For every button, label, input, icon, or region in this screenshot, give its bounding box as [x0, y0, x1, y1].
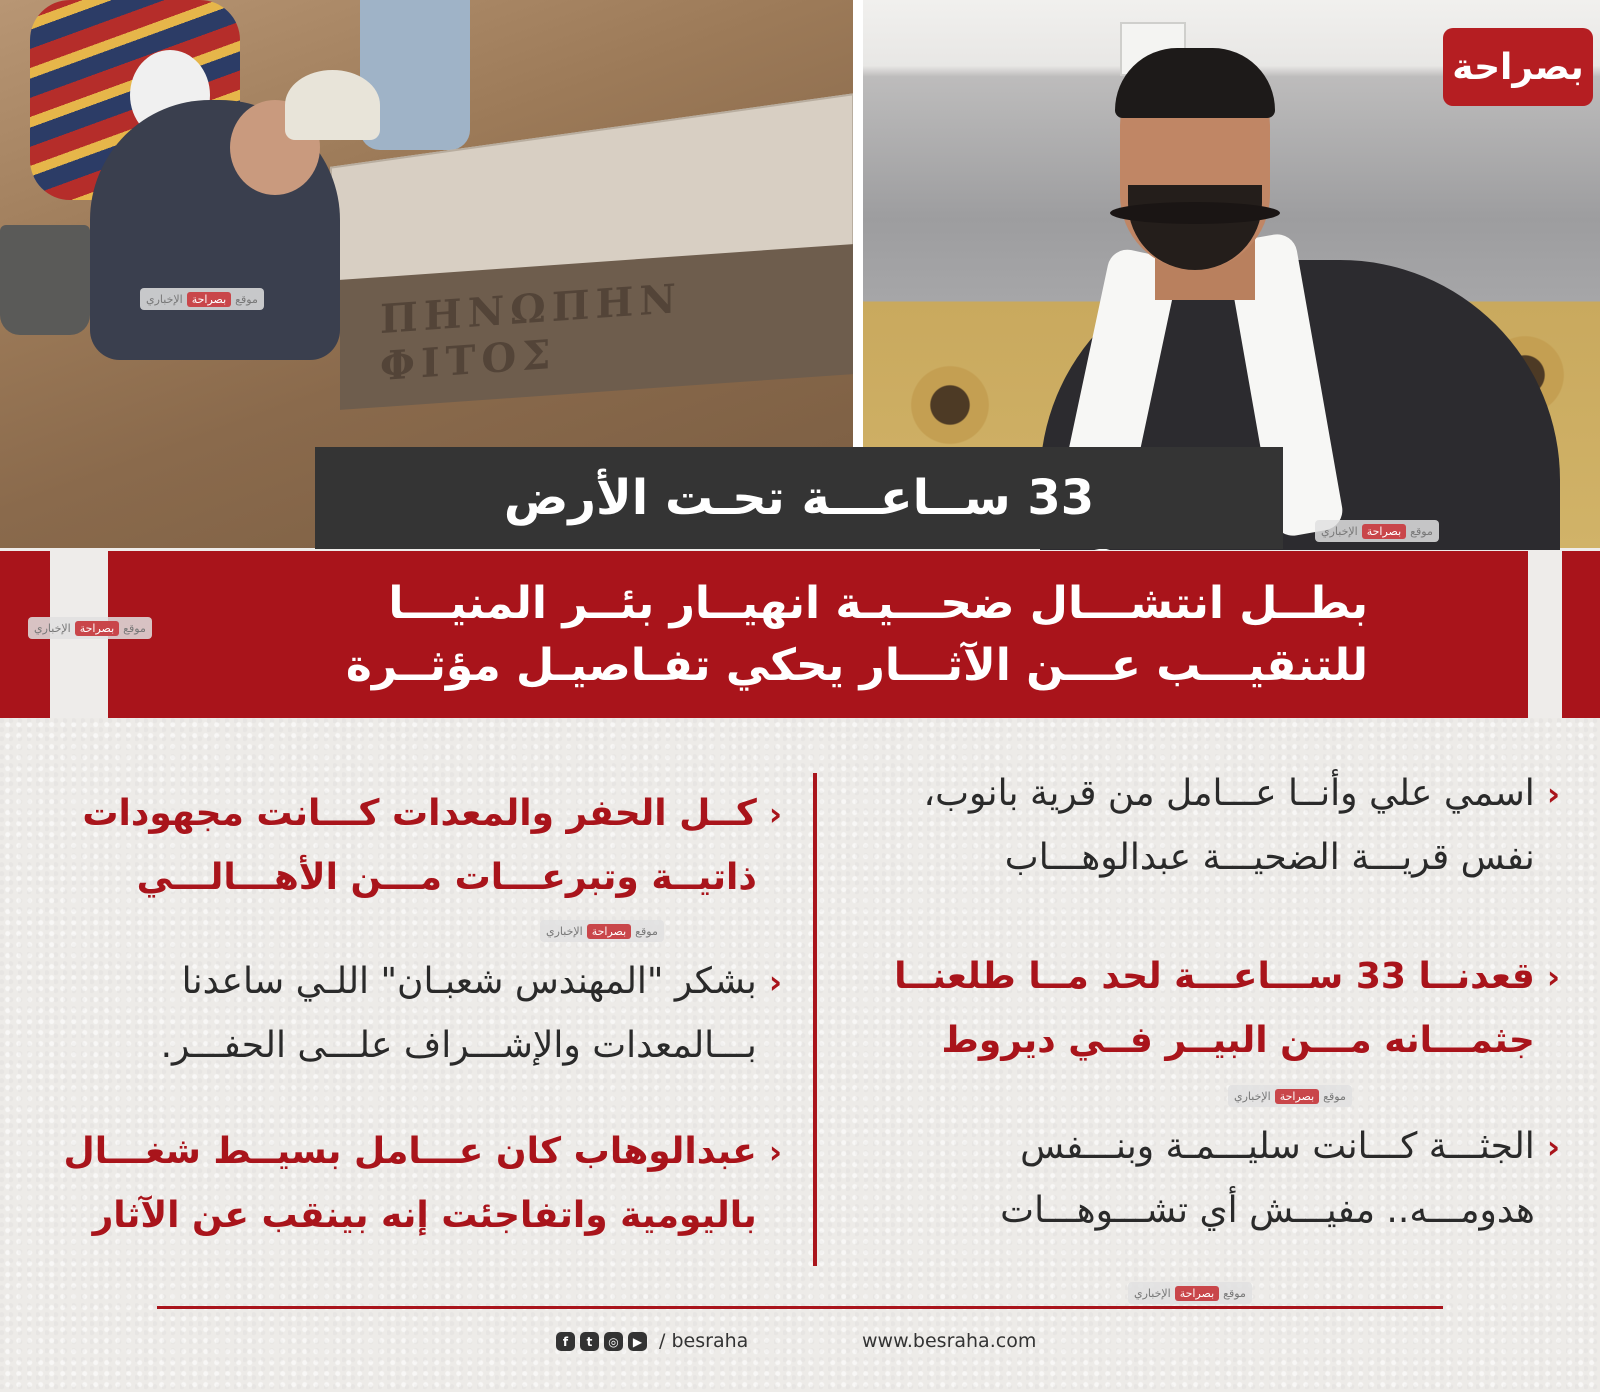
watermark: موقع بصراحة الإخباري	[28, 617, 152, 639]
chevron-icon: ‹	[1546, 1128, 1560, 1166]
watermark: موقع بصراحة الإخباري	[140, 288, 264, 310]
quote-text: قعدنــا 33 ســـاعـــة لحد مــا طلعنــا جثمـــانه مـــن البيــر فــي ديروط	[894, 956, 1535, 1061]
column-divider	[813, 773, 817, 1266]
quote-text: بشكر "المهندس شعبـان" اللـي ساعدنا بـــالمعدات والإشـــراف علـــى الحفـــر.	[160, 961, 757, 1066]
quote-item	[1000, 1115, 1560, 1243]
chevron-icon: ‹	[768, 795, 782, 833]
chevron-icon: ‹	[1546, 958, 1560, 996]
headline-line-1: بطــل انتشـــال ضحـــيـة انهيــار بئــر المنيـــا	[388, 578, 1368, 629]
youtube-icon[interactable]: ▶	[628, 1332, 647, 1351]
chevron-icon: ‹	[768, 1133, 782, 1171]
watermark: موقع بصراحة الإخباري	[1228, 1085, 1352, 1107]
website-link[interactable]: www.besraha.com	[862, 1330, 1037, 1352]
quote-text: الجثـــة كـــانت سليـــمـة وبنـــفس هدومـــه.. مفيـــش أي تشـــوهـــات	[1000, 1126, 1535, 1231]
sofa-pattern	[905, 360, 995, 450]
chevron-icon: ‹	[768, 963, 782, 1001]
facebook-icon[interactable]: f	[556, 1332, 575, 1351]
bucket	[0, 225, 90, 335]
chevron-icon: ‹	[1546, 775, 1560, 813]
kicker-title: 33 ســاعـــة تحـت الأرض	[315, 447, 1283, 549]
inscription-marks: ΠΗΝΩΠΗΝ ΦΙΤΟΣ	[380, 274, 682, 391]
handle-text: / besraha	[659, 1330, 749, 1352]
quote-item	[161, 950, 782, 1078]
footer-rule	[157, 1306, 1443, 1309]
man-moustache	[1110, 202, 1280, 224]
brand-logo: بصراحة	[1443, 28, 1593, 106]
quote-item	[894, 945, 1560, 1073]
quote-item	[923, 762, 1560, 890]
headline-line-2: للتنقيـــب عـــن الآثـــار يحكي تفـاصيـل مؤثــرة	[345, 640, 1368, 691]
watermark: موقع بصراحة الإخباري	[1315, 520, 1439, 542]
quote-text: اسمي علي وأنــا عـــامل من قرية بانوب، نفس قريـــة الضحيـــة عبدالوهـــاب	[923, 773, 1535, 878]
quote-text: كــل الحفر والمعدات كـــانت مجهودات ذاتيــة وتبرعـــات مـــن الأهـــالـــي	[82, 793, 757, 898]
instagram-icon[interactable]: ◎	[604, 1332, 623, 1351]
quote-item	[63, 1120, 782, 1248]
quote-item	[82, 782, 782, 910]
social-icons	[556, 1332, 647, 1351]
watermark: موقع بصراحة الإخباري	[540, 920, 664, 942]
twitter-icon[interactable]: t	[580, 1332, 599, 1351]
watermark: موقع بصراحة الإخباري	[1128, 1282, 1252, 1304]
headline-band-right	[1562, 551, 1600, 719]
quote-text: عبدالوهاب كان عـــامل بسيــط شغـــال باليومية واتفاجئت إنه بينقب عن الآثار	[63, 1131, 757, 1236]
headline	[108, 551, 1528, 719]
worker-cap	[285, 70, 380, 140]
social-handle[interactable]	[556, 1330, 748, 1352]
